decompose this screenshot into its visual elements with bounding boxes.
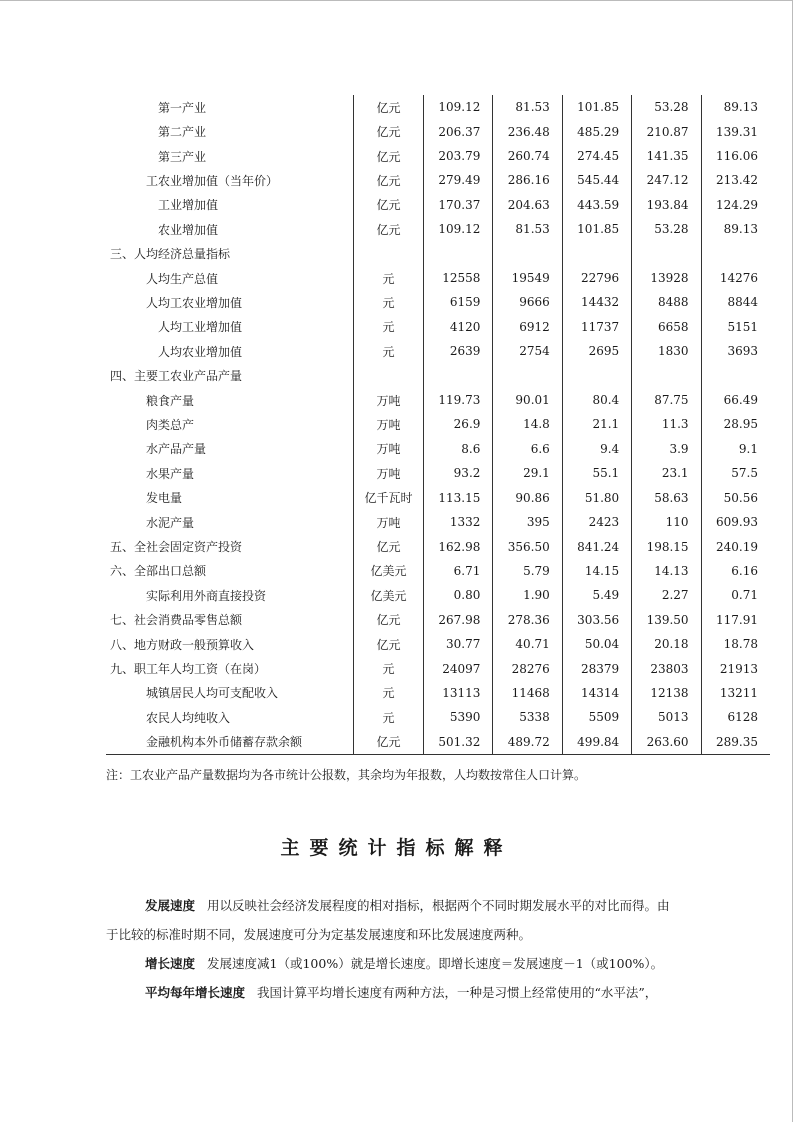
value-cell: 28276 xyxy=(493,656,562,680)
value-cell: 395 xyxy=(493,510,562,534)
table-row xyxy=(106,559,770,583)
indicator-name: 水泥产量 xyxy=(146,515,195,530)
value-cell: 28379 xyxy=(562,656,631,680)
value-cell xyxy=(632,241,701,265)
value-cell: 609.93 xyxy=(701,510,770,534)
value-cell: 30.77 xyxy=(424,632,493,656)
value-cell: 57.5 xyxy=(701,461,770,485)
term-average-growth: 平均每年增长速度 xyxy=(145,985,246,1000)
table-row xyxy=(106,363,770,387)
value-cell: 124.29 xyxy=(701,193,770,217)
value-cell: 210.87 xyxy=(632,119,701,143)
unit-cell: 亿元 xyxy=(353,217,423,241)
value-cell: 1332 xyxy=(424,510,493,534)
value-cell: 9666 xyxy=(493,290,562,314)
value-cell: 20.18 xyxy=(632,632,701,656)
value-cell: 93.2 xyxy=(424,461,493,485)
value-cell: 193.84 xyxy=(632,193,701,217)
indicator-name: 粮食产量 xyxy=(146,393,195,408)
unit-cell: 亿元 xyxy=(353,95,423,119)
value-cell: 1.90 xyxy=(493,583,562,607)
indicator-name: 工业增加值 xyxy=(158,198,219,213)
paragraph-text: 我国计算平均增长速度有两种方法，一种是习惯上经常使用的“水平法”， xyxy=(257,985,658,1000)
value-cell: 6.16 xyxy=(701,559,770,583)
indicator-name: 发电量 xyxy=(146,491,183,506)
unit-cell: 元 xyxy=(353,266,423,290)
value-cell: 109.12 xyxy=(424,217,493,241)
value-cell xyxy=(632,363,701,387)
indicator-name: 工农业增加值（当年价） xyxy=(146,173,279,188)
indicator-name: 第二产业 xyxy=(158,125,207,140)
table-row xyxy=(106,705,770,729)
value-cell: 5390 xyxy=(424,705,493,729)
value-cell: 101.85 xyxy=(562,95,631,119)
value-cell: 21913 xyxy=(701,656,770,680)
value-cell: 289.35 xyxy=(701,730,770,755)
indicator-name: 三、人均经济总量指标 xyxy=(110,247,231,262)
unit-cell: 亿元 xyxy=(353,193,423,217)
value-cell: 14314 xyxy=(562,681,631,705)
paragraph-average-growth xyxy=(145,983,657,1001)
table-row xyxy=(106,217,770,241)
value-cell xyxy=(493,363,562,387)
value-cell: 13211 xyxy=(701,681,770,705)
value-cell xyxy=(701,241,770,265)
value-cell: 170.37 xyxy=(424,193,493,217)
value-cell: 5.49 xyxy=(562,583,631,607)
value-cell: 13928 xyxy=(632,266,701,290)
value-cell: 66.49 xyxy=(701,388,770,412)
value-cell xyxy=(562,363,631,387)
value-cell: 6912 xyxy=(493,315,562,339)
value-cell: 356.50 xyxy=(493,534,562,558)
unit-cell: 万吨 xyxy=(353,388,423,412)
table-row xyxy=(106,412,770,436)
value-cell: 139.31 xyxy=(701,119,770,143)
unit-cell: 元 xyxy=(353,656,423,680)
value-cell: 14.15 xyxy=(562,559,631,583)
value-cell: 119.73 xyxy=(424,388,493,412)
value-cell: 274.45 xyxy=(562,144,631,168)
unit-cell: 元 xyxy=(353,339,423,363)
unit-cell: 亿元 xyxy=(353,168,423,192)
table-row xyxy=(106,388,770,412)
value-cell: 113.15 xyxy=(424,486,493,510)
unit-cell: 万吨 xyxy=(353,437,423,461)
indicator-name: 人均农业增加值 xyxy=(158,344,243,359)
indicator-name: 金融机构本外币储蓄存款余额 xyxy=(106,730,353,755)
value-cell: 139.50 xyxy=(632,608,701,632)
statistics-table xyxy=(106,95,770,755)
value-cell: 109.12 xyxy=(424,95,493,119)
table-row xyxy=(106,510,770,534)
value-cell: 19549 xyxy=(493,266,562,290)
value-cell: 5509 xyxy=(562,705,631,729)
value-cell: 28.95 xyxy=(701,412,770,436)
table-row xyxy=(106,656,770,680)
unit-cell: 万吨 xyxy=(353,510,423,534)
indicator-name: 人均生产总值 xyxy=(146,271,219,286)
paragraph-development-speed xyxy=(145,896,670,914)
value-cell: 8844 xyxy=(701,290,770,314)
value-cell: 545.44 xyxy=(562,168,631,192)
value-cell: 5013 xyxy=(632,705,701,729)
value-cell: 2639 xyxy=(424,339,493,363)
value-cell: 8.6 xyxy=(424,437,493,461)
value-cell: 247.12 xyxy=(632,168,701,192)
value-cell: 6159 xyxy=(424,290,493,314)
unit-cell: 亿美元 xyxy=(353,559,423,583)
value-cell: 3.9 xyxy=(632,437,701,461)
table-row xyxy=(106,486,770,510)
indicator-name: 农业增加值 xyxy=(158,222,219,237)
term-development-speed: 发展速度 xyxy=(145,898,196,913)
table-row xyxy=(106,461,770,485)
value-cell: 81.53 xyxy=(493,217,562,241)
value-cell: 499.84 xyxy=(562,730,631,755)
paragraph-growth-speed xyxy=(145,954,663,972)
value-cell: 279.49 xyxy=(424,168,493,192)
value-cell: 87.75 xyxy=(632,388,701,412)
value-cell: 263.60 xyxy=(632,730,701,755)
value-cell: 2754 xyxy=(493,339,562,363)
value-cell: 55.1 xyxy=(562,461,631,485)
table-row xyxy=(106,119,770,143)
indicator-name: 肉类总产 xyxy=(146,417,195,432)
value-cell: 3693 xyxy=(701,339,770,363)
unit-cell: 亿元 xyxy=(353,119,423,143)
value-cell: 116.06 xyxy=(701,144,770,168)
value-cell: 14.13 xyxy=(632,559,701,583)
paragraph-development-speed-cont xyxy=(106,925,531,943)
indicator-name: 农民人均纯收入 xyxy=(146,710,231,725)
indicator-name: 实际利用外商直接投资 xyxy=(146,588,267,603)
table-row xyxy=(106,730,770,755)
table-row xyxy=(106,437,770,461)
value-cell: 11468 xyxy=(493,681,562,705)
value-cell: 5338 xyxy=(493,705,562,729)
value-cell: 5.79 xyxy=(493,559,562,583)
value-cell: 0.71 xyxy=(701,583,770,607)
value-cell: 2423 xyxy=(562,510,631,534)
value-cell: 9.1 xyxy=(701,437,770,461)
value-cell: 50.56 xyxy=(701,486,770,510)
paragraph-text: 发展速度减1（或100%）就是增长速度。即增长速度＝发展速度－1（或100%）。 xyxy=(207,956,664,971)
value-cell: 260.74 xyxy=(493,144,562,168)
value-cell: 303.56 xyxy=(562,608,631,632)
table-row xyxy=(106,168,770,192)
unit-cell: 亿元 xyxy=(353,144,423,168)
value-cell: 198.15 xyxy=(632,534,701,558)
indicator-name: 八、地方财政一般预算收入 xyxy=(110,637,255,652)
table-row xyxy=(106,583,770,607)
value-cell: 6.71 xyxy=(424,559,493,583)
value-cell: 14432 xyxy=(562,290,631,314)
unit-cell: 万吨 xyxy=(353,461,423,485)
table-note: 注：工农业产品产量数据均为各市统计公报数，其余均为年报数，人均数按常住人口计算。 xyxy=(106,768,587,782)
value-cell: 117.91 xyxy=(701,608,770,632)
value-cell: 26.9 xyxy=(424,412,493,436)
value-cell: 90.86 xyxy=(493,486,562,510)
table-row xyxy=(106,608,770,632)
value-cell: 53.28 xyxy=(632,95,701,119)
table-row xyxy=(106,315,770,339)
table-row xyxy=(106,290,770,314)
value-cell: 6128 xyxy=(701,705,770,729)
value-cell: 1830 xyxy=(632,339,701,363)
table-row xyxy=(106,241,770,265)
value-cell: 18.78 xyxy=(701,632,770,656)
value-cell xyxy=(493,241,562,265)
value-cell: 203.79 xyxy=(424,144,493,168)
value-cell: 80.4 xyxy=(562,388,631,412)
value-cell: 40.71 xyxy=(493,632,562,656)
indicator-name: 四、主要工农业产品产量 xyxy=(110,369,243,384)
value-cell xyxy=(424,363,493,387)
unit-cell: 亿美元 xyxy=(353,583,423,607)
value-cell: 5151 xyxy=(701,315,770,339)
indicator-name: 五、全社会固定资产投资 xyxy=(110,540,243,555)
indicator-name: 七、社会消费品零售总额 xyxy=(110,613,243,628)
value-cell: 204.63 xyxy=(493,193,562,217)
table-row xyxy=(106,632,770,656)
paragraph-text: 用以反映社会经济发展程度的相对指标，根据两个不同时期发展水平的对比而得。由 xyxy=(207,898,670,913)
value-cell: 14276 xyxy=(701,266,770,290)
value-cell xyxy=(424,241,493,265)
value-cell: 443.59 xyxy=(562,193,631,217)
table-row xyxy=(106,95,770,119)
value-cell: 24097 xyxy=(424,656,493,680)
value-cell: 236.48 xyxy=(493,119,562,143)
value-cell: 29.1 xyxy=(493,461,562,485)
unit-cell: 亿元 xyxy=(353,608,423,632)
value-cell: 12138 xyxy=(632,681,701,705)
value-cell: 50.04 xyxy=(562,632,631,656)
value-cell: 81.53 xyxy=(493,95,562,119)
indicator-name: 城镇居民人均可支配收入 xyxy=(146,686,279,701)
indicator-name: 人均工业增加值 xyxy=(158,320,243,335)
value-cell: 21.1 xyxy=(562,412,631,436)
value-cell: 489.72 xyxy=(493,730,562,755)
value-cell: 2.27 xyxy=(632,583,701,607)
section-title: 主要统计指标解释 xyxy=(280,837,513,859)
table-row xyxy=(106,144,770,168)
value-cell: 23803 xyxy=(632,656,701,680)
value-cell: 501.32 xyxy=(424,730,493,755)
value-cell: 22796 xyxy=(562,266,631,290)
table-row xyxy=(106,193,770,217)
value-cell: 162.98 xyxy=(424,534,493,558)
indicator-name: 六、全部出口总额 xyxy=(110,564,207,579)
unit-cell: 亿千瓦时 xyxy=(353,486,423,510)
indicator-name: 水产品产量 xyxy=(146,442,207,457)
unit-cell xyxy=(353,363,423,387)
indicator-name: 水果产量 xyxy=(146,466,195,481)
value-cell: 278.36 xyxy=(493,608,562,632)
unit-cell: 元 xyxy=(353,290,423,314)
value-cell: 101.85 xyxy=(562,217,631,241)
indicator-name: 第一产业 xyxy=(158,100,207,115)
value-cell: 267.98 xyxy=(424,608,493,632)
indicator-name: 九、职工年人均工资（在岗） xyxy=(110,662,267,677)
table-row xyxy=(106,266,770,290)
table-row xyxy=(106,534,770,558)
value-cell: 485.29 xyxy=(562,119,631,143)
page-border-top xyxy=(0,0,793,1)
unit-cell: 元 xyxy=(353,705,423,729)
unit-cell: 亿元 xyxy=(353,730,423,755)
value-cell xyxy=(701,363,770,387)
paragraph-text: 于比较的标准时期不同，发展速度可分为定基发展速度和环比发展速度两种。 xyxy=(106,927,532,942)
value-cell: 9.4 xyxy=(562,437,631,461)
value-cell: 89.13 xyxy=(701,95,770,119)
value-cell: 90.01 xyxy=(493,388,562,412)
value-cell: 213.42 xyxy=(701,168,770,192)
value-cell: 51.80 xyxy=(562,486,631,510)
value-cell: 14.8 xyxy=(493,412,562,436)
indicator-name: 第三产业 xyxy=(158,149,207,164)
value-cell: 13113 xyxy=(424,681,493,705)
term-growth-speed: 增长速度 xyxy=(145,956,196,971)
unit-cell: 元 xyxy=(353,681,423,705)
statistics-table-body xyxy=(106,95,770,754)
value-cell: 841.24 xyxy=(562,534,631,558)
value-cell: 11.3 xyxy=(632,412,701,436)
unit-cell: 元 xyxy=(353,315,423,339)
table-row xyxy=(106,681,770,705)
table-row xyxy=(106,339,770,363)
unit-cell: 万吨 xyxy=(353,412,423,436)
value-cell: 141.35 xyxy=(632,144,701,168)
value-cell: 53.28 xyxy=(632,217,701,241)
value-cell: 0.80 xyxy=(424,583,493,607)
value-cell: 110 xyxy=(632,510,701,534)
value-cell: 2695 xyxy=(562,339,631,363)
value-cell: 6658 xyxy=(632,315,701,339)
value-cell: 23.1 xyxy=(632,461,701,485)
value-cell: 12558 xyxy=(424,266,493,290)
indicator-name: 人均工农业增加值 xyxy=(146,295,243,310)
value-cell xyxy=(562,241,631,265)
unit-cell: 亿元 xyxy=(353,632,423,656)
value-cell: 89.13 xyxy=(701,217,770,241)
value-cell: 240.19 xyxy=(701,534,770,558)
unit-cell xyxy=(353,241,423,265)
value-cell: 206.37 xyxy=(424,119,493,143)
value-cell: 6.6 xyxy=(493,437,562,461)
value-cell: 8488 xyxy=(632,290,701,314)
value-cell: 11737 xyxy=(562,315,631,339)
value-cell: 58.63 xyxy=(632,486,701,510)
value-cell: 4120 xyxy=(424,315,493,339)
unit-cell: 亿元 xyxy=(353,534,423,558)
value-cell: 286.16 xyxy=(493,168,562,192)
